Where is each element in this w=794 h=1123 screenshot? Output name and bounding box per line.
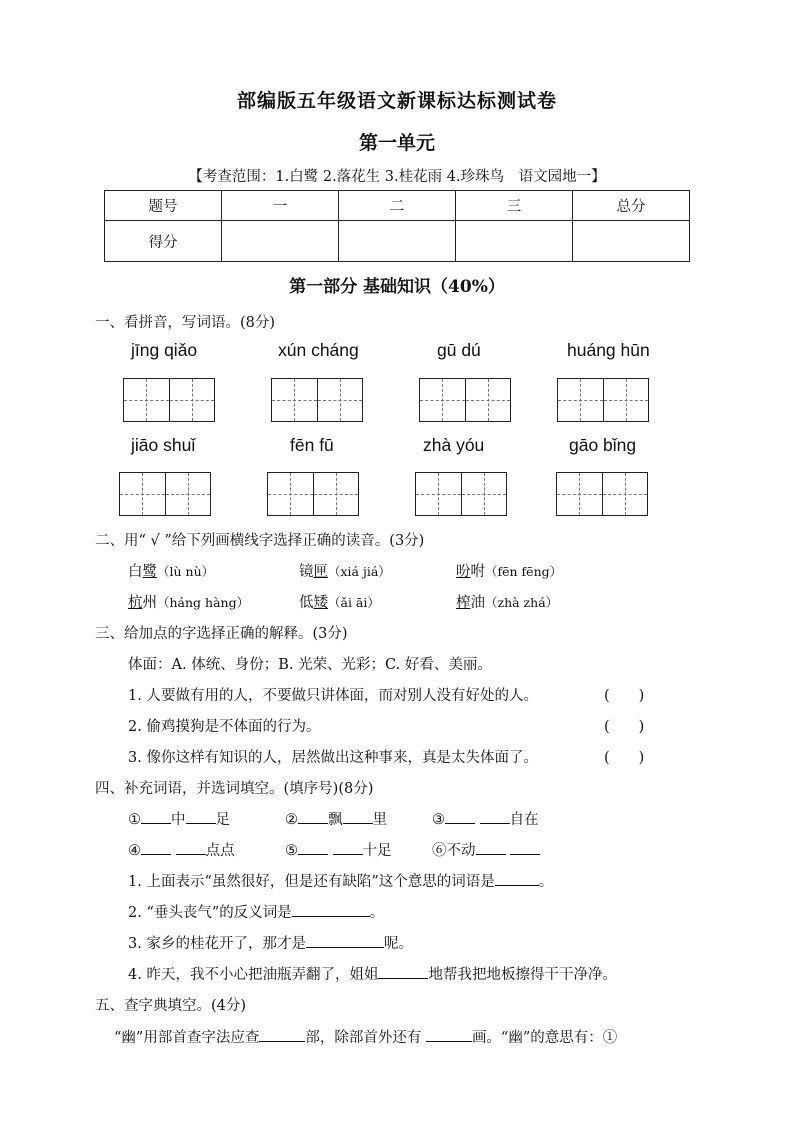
word-part: 自在 bbox=[509, 812, 539, 828]
pinyin-label: fēn fū bbox=[290, 435, 334, 455]
word-part: 十足 bbox=[362, 843, 392, 859]
underlined-char: 吩 bbox=[456, 564, 471, 580]
blank[interactable] bbox=[306, 933, 384, 948]
pinyin-label: gū dú bbox=[437, 340, 481, 360]
pinyin-options: （ǎi āi） bbox=[328, 595, 380, 610]
question-5-heading: 五、查字典填空。(4分) bbox=[95, 998, 247, 1014]
pinyin-options: （zhà zhá） bbox=[485, 595, 559, 610]
answer-parentheses[interactable]: ( ) bbox=[604, 719, 645, 735]
fill-sentence-item[interactable] bbox=[128, 963, 617, 984]
score-input-cell[interactable] bbox=[456, 221, 573, 262]
sentence-text: 4. 昨天，我不小心把油瓶弄翻了，姐姐 bbox=[128, 967, 379, 983]
reading-item[interactable] bbox=[128, 591, 249, 612]
score-table bbox=[104, 190, 690, 262]
writing-grid[interactable] bbox=[557, 378, 649, 422]
blank[interactable] bbox=[176, 840, 206, 855]
writing-grid[interactable] bbox=[119, 472, 211, 516]
item-number: ② bbox=[285, 812, 298, 828]
answer-parentheses[interactable]: ( ) bbox=[604, 688, 645, 704]
blank[interactable] bbox=[480, 809, 510, 824]
sentence-text: 3. 家乡的桂花开了，那才是 bbox=[128, 936, 306, 952]
pinyin-label: jīng qiǎo bbox=[131, 340, 198, 360]
blank[interactable] bbox=[378, 964, 428, 979]
fill-word-item[interactable] bbox=[432, 839, 540, 860]
fill-sentence-item[interactable] bbox=[128, 901, 384, 922]
pinyin-options: （fēn fēng） bbox=[485, 564, 563, 579]
fill-word-item[interactable] bbox=[128, 808, 230, 829]
sentence-text: 部，除部首外还有 bbox=[305, 1030, 422, 1046]
sentence-text: 1. 上面表示“虽然很好，但是还有缺陷”这个意思的词语是 bbox=[128, 874, 495, 890]
reading-item[interactable] bbox=[299, 591, 380, 612]
blank[interactable] bbox=[298, 840, 328, 855]
item-number: ④ bbox=[128, 843, 141, 859]
definition-options: 体面：A. 体统、身份；B. 光荣、光彩；C. 好看、美丽。 bbox=[128, 657, 492, 673]
item-text: 白 bbox=[128, 564, 143, 580]
score-cell: 三 bbox=[456, 191, 573, 221]
word-part: 点点 bbox=[205, 843, 235, 859]
blank[interactable] bbox=[333, 840, 363, 855]
reading-item[interactable] bbox=[456, 560, 562, 581]
underlined-char: 鹭 bbox=[142, 564, 157, 580]
blank[interactable] bbox=[495, 871, 539, 886]
item-number: ⑥ bbox=[432, 843, 447, 859]
score-cell: 得分 bbox=[105, 221, 222, 262]
sentence-text: 。 bbox=[538, 874, 554, 890]
score-cell: 二 bbox=[339, 191, 456, 221]
sentence-text: 呢。 bbox=[383, 936, 413, 952]
item-text: 油 bbox=[470, 595, 485, 611]
word-part: 里 bbox=[372, 812, 387, 828]
item-text: 州 bbox=[142, 595, 157, 611]
dictionary-line[interactable] bbox=[114, 1026, 617, 1047]
exam-title: 部编版五年级语文新课标达标测试卷 bbox=[236, 90, 557, 112]
fill-word-item[interactable] bbox=[285, 808, 387, 829]
sentence-item: 2. 偷鸡摸狗是不体面的行为。 bbox=[128, 719, 321, 735]
blank[interactable] bbox=[141, 840, 171, 855]
item-text: 镜 bbox=[299, 564, 314, 580]
word-part: 中 bbox=[171, 812, 186, 828]
sentence-item: 1. 人要做有用的人，不要做只讲体面，而对别人没有好处的人。 bbox=[128, 688, 538, 704]
pinyin-label: huáng hūn bbox=[567, 340, 650, 360]
underlined-char: 匣 bbox=[313, 564, 328, 580]
blank[interactable] bbox=[141, 809, 171, 824]
question-2-heading: 二、用“ √ ”给下列画横线字选择正确的读音。(3分) bbox=[95, 533, 425, 549]
blank[interactable] bbox=[292, 902, 370, 917]
blank[interactable] bbox=[186, 809, 216, 824]
score-input-cell[interactable] bbox=[222, 221, 339, 262]
scope-line: 【考查范围：1.白鹭 2.落花生 3.桂花雨 4.珍珠鸟 语文园地一】 bbox=[188, 169, 606, 185]
answer-parentheses[interactable]: ( ) bbox=[604, 750, 645, 766]
reading-item[interactable] bbox=[456, 591, 558, 612]
writing-grid[interactable] bbox=[415, 472, 507, 516]
item-number: ⑤ bbox=[285, 843, 298, 859]
blank[interactable] bbox=[298, 809, 328, 824]
question-3-heading: 三、给加点的字选择正确的解释。(3分) bbox=[95, 626, 348, 642]
blank[interactable] bbox=[343, 809, 373, 824]
score-cell: 总分 bbox=[573, 191, 690, 221]
item-text: 低 bbox=[299, 595, 314, 611]
sentence-text: 地帮我把地板擦得干干净净。 bbox=[428, 967, 617, 983]
sentence-text: 2. “垂头丧气”的反义词是 bbox=[128, 905, 292, 921]
item-number: ③ bbox=[432, 812, 445, 828]
underlined-char: 榨 bbox=[456, 595, 471, 611]
writing-grid[interactable] bbox=[123, 378, 215, 422]
item-number: ① bbox=[128, 812, 141, 828]
pinyin-label: xún cháng bbox=[278, 340, 359, 360]
pinyin-options: （xiá jiá） bbox=[328, 564, 391, 579]
blank[interactable] bbox=[259, 1027, 305, 1042]
word-part: 不动 bbox=[446, 843, 476, 859]
fill-word-item[interactable] bbox=[432, 808, 539, 829]
sentence-text: 画。“幽”的意思有：① bbox=[471, 1030, 618, 1046]
score-row bbox=[105, 221, 690, 262]
underlined-char: 矮 bbox=[313, 595, 328, 611]
part-heading: 第一部分 基础知识（40%） bbox=[289, 277, 505, 297]
blank[interactable] bbox=[426, 1027, 472, 1042]
pinyin-label: jiāo shuǐ bbox=[131, 435, 196, 455]
reading-item[interactable] bbox=[299, 560, 391, 581]
pinyin-options: （háng hàng） bbox=[157, 595, 250, 610]
fill-sentence-item[interactable] bbox=[128, 870, 553, 891]
score-cell: 题号 bbox=[105, 191, 222, 221]
writing-grid[interactable] bbox=[556, 472, 648, 516]
fill-sentence-item[interactable] bbox=[128, 932, 413, 953]
sentence-text: “幽”用部首查字法应查 bbox=[114, 1030, 260, 1046]
question-4-heading: 四、补充词语，并选词填空。(填序号)(8分) bbox=[95, 781, 374, 797]
pinyin-label: gāo bǐng bbox=[569, 435, 637, 455]
underlined-char: 杭 bbox=[128, 595, 143, 611]
word-part: 足 bbox=[215, 812, 230, 828]
word-part: 飘 bbox=[328, 812, 343, 828]
score-input-cell[interactable] bbox=[339, 221, 456, 262]
writing-grid[interactable] bbox=[419, 378, 511, 422]
pinyin-options: （lù nù） bbox=[157, 564, 215, 579]
writing-grid[interactable] bbox=[271, 378, 363, 422]
score-input-cell[interactable] bbox=[573, 221, 690, 262]
blank[interactable] bbox=[510, 840, 540, 855]
score-cell: 一 bbox=[222, 191, 339, 221]
pinyin-label: zhà yóu bbox=[423, 435, 485, 455]
fill-word-item[interactable] bbox=[285, 839, 392, 860]
question-1-heading: 一、看拼音，写词语。(8分) bbox=[95, 315, 276, 331]
sentence-text: 。 bbox=[369, 905, 385, 921]
unit-title: 第一单元 bbox=[358, 132, 435, 154]
blank[interactable] bbox=[445, 809, 475, 824]
sentence-item: 3. 像你这样有知识的人，居然做出这种事来，真是太失体面了。 bbox=[128, 750, 538, 766]
reading-item[interactable] bbox=[128, 560, 214, 581]
fill-word-item[interactable] bbox=[128, 839, 235, 860]
writing-grid[interactable] bbox=[267, 472, 359, 516]
score-header-row bbox=[105, 191, 690, 221]
item-text: 咐 bbox=[470, 564, 485, 580]
blank[interactable] bbox=[476, 840, 506, 855]
